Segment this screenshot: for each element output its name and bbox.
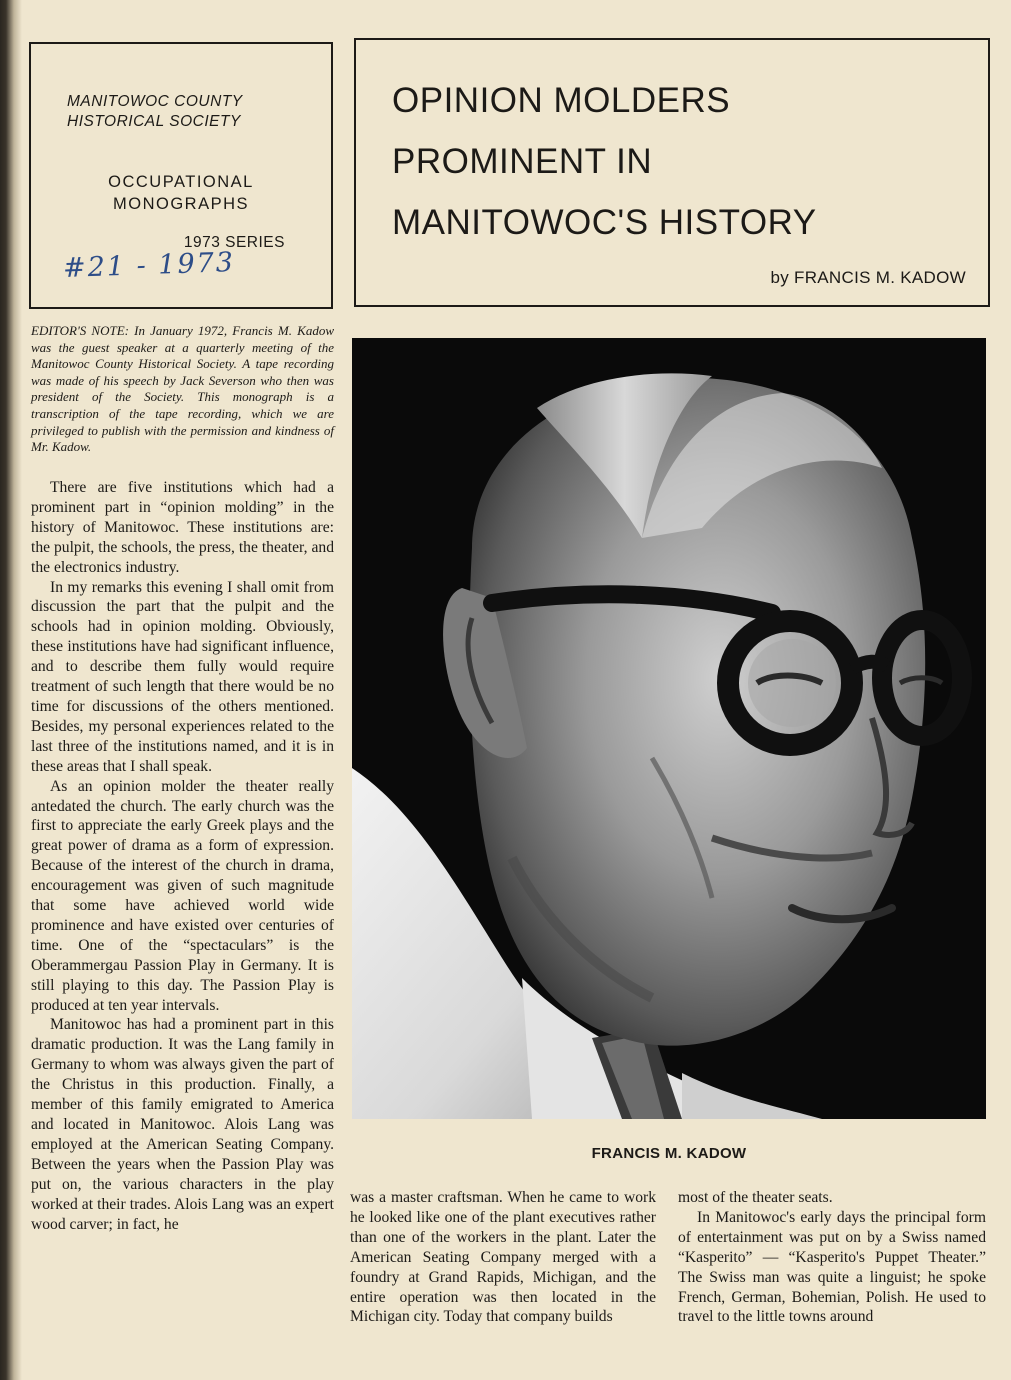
paragraph: There are five institutions which had a prominent part in “opinion molding” in the history of Manitowoc. These institutions are: the pulpit, the schools, the press, the theater, and the electronics industry. [31,479,334,576]
middle-column [350,1188,656,1327]
paragraph: Manitowoc has had a prominent part in this dramatic production. It was the Lang family in Germany to whom was always given the part of the Christus in this production. Finally, a member of this family emigrated to America and located in Manitowoc. Alois Lang was employed at the American Seating Company. Between the years when the Passion Play was put on, the various characters in the play worked at their trades. Alois Lang was an expert wood carver; in fact, he [31,1016,334,1233]
series-name [31,171,331,215]
society-name-line1: MANITOWOC COUNTY [67,93,243,110]
paragraph: In Manitowoc's early days the principal form of entertainment was put on by a Swiss named “Kasperito” — “Kasperito's Puppet Theater.” The Swiss man was quite a linguist; he spoke French, German, Bohemian, Polish. He used to travel to the little towns around [678,1208,986,1326]
series-name-line2: MONOGRAPHS [112,195,249,213]
society-name [67,92,243,132]
left-column [31,478,334,1234]
paragraph: In my remarks this evening I shall omit from discussion the part that the pulpit and the schools had in opinion molding. Obviously, these institutions have had significant influence, and to describe them fully would require treatment of such length that there would be no time for discussions of the others mentioned. Besides, my personal experiences related to the last three of the institutions named, and it is in these areas that I shall speak. [31,578,334,775]
series-year: 1973 SERIES [183,234,285,251]
paragraph: As an opinion molder the theater really antedated the church. The early church was the first to appreciate the early Greek plays and the great power of drama as a form of expression. Because of the interest of the church in drama, encouragement was given of such magnitude that some have achieved world wide prominence and have existed over centuries of time. One of the “spectaculars” is the Oberammergau Passion Play in Germany. It is still playing to this day. The Passion Play is produced at ten year intervals. [31,777,334,1014]
right-column [678,1188,986,1327]
title-box [354,38,990,307]
title-line1: OPINION MOLDERS [392,81,731,120]
paragraph: was a master craftsman. When he came to work he looked like one of the plant executives rather than one of the workers in the plant. Later the American Seating Company merged with a foundry at Grand Rapids, Michigan, and the entire operation was then located in the Michigan city. Today that company builds [350,1189,656,1326]
portrait-illustration [352,338,986,1119]
byline: by FRANCIS M. KADOW [770,268,966,287]
society-box [29,42,333,309]
article-title [392,70,817,253]
society-name-line2: HISTORICAL SOCIETY [67,113,241,130]
portrait-photo [352,338,986,1119]
title-line3: MANITOWOC'S HISTORY [392,203,817,242]
series-name-line1: OCCUPATIONAL [108,173,254,191]
handwritten-number: #21 - 1973 [62,247,236,284]
title-line2: PROMINENT IN [392,142,653,181]
paragraph: most of the theater seats. [678,1189,833,1206]
editors-note: EDITOR'S NOTE: In January 1972, Francis M. Kadow was the guest speaker at a quarterly meeting of the Manitowoc County Historical Society. A tape recording was made of his speech by Jack Severson who then was president of the Society. This monograph is a transcription of the tape recording, which we are privileged to publish with the permission and kindness of Mr. Kadow. [31,323,334,455]
binding-edge [0,0,22,1380]
photo-caption: FRANCIS M. KADOW [591,1145,747,1162]
